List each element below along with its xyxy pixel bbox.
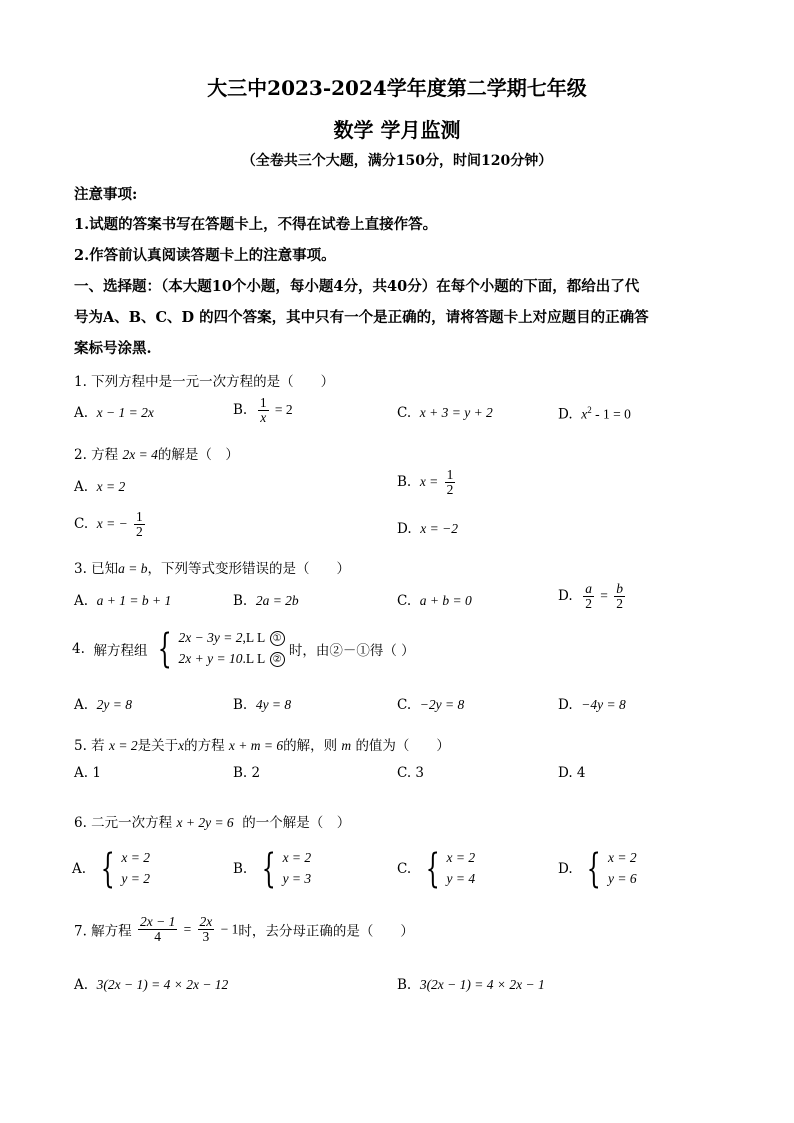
question-2-option-c: C. x = − $\frac{1}{2}$: [74, 509, 143, 540]
question-6-option-c: C. { x = 2 y = 4: [397, 845, 476, 892]
question-3-option-c: C. a + b = 0: [397, 593, 472, 609]
section1-line1: 一、选择题：（本大题10个小题，每小题4分，共40分）在每个小题的下面，都给出了代: [74, 278, 640, 295]
question-5-option-c: C. 3: [397, 765, 425, 781]
question-5-option-b: B. 2: [233, 765, 261, 781]
question-4-stem: 4. 解方程组 { 2x − 3y = 2,L L ① 2x + y = 10.L L ② 时，由②－①得（ ）: [72, 625, 415, 672]
question-4-option-c: C. −2y = 8: [397, 697, 465, 713]
question-2-option-d: D. x = −2: [397, 521, 458, 537]
question-4-option-d: D. −4y = 8: [558, 697, 626, 713]
question-2-option-b: B. x = $\frac{1}{2}$: [397, 467, 454, 498]
question-6-option-d: D. { x = 2 y = 6: [558, 845, 637, 892]
question-6-option-b: B. { x = 2 y = 3: [233, 845, 312, 892]
question-1-option-b: B. $\frac{1}{x}$ = 2: [233, 395, 293, 426]
question-6-option-a: A. { x = 2 y = 2: [72, 845, 150, 892]
question-5-option-d: D. 4: [558, 765, 586, 781]
question-7-option-b: B. 3(2x − 1) = 4 × 2x − 1: [397, 977, 545, 993]
question-5-option-a: A. 1: [74, 765, 101, 781]
section1-line3: 案标号涂黑.: [74, 340, 152, 357]
question-5-stem: 5. 若 x = 2是关于x的方程 x + m = 6的解，则 m 的值为（ ）: [74, 738, 450, 754]
question-3-option-a: A. a + 1 = b + 1: [74, 593, 172, 609]
question-6-stem: 6. 二元一次方程 x + 2y = 6 的一个解是（ ）: [74, 815, 351, 831]
question-1-stem: 1. 下列方程中是一元一次方程的是（ ）: [74, 374, 335, 390]
question-1-option-c: C. x + 3 = y + 2: [397, 405, 493, 421]
note-item-2: 2.作答前认真阅读答题卡上的注意事项。: [74, 247, 336, 264]
question-2-option-a: A. x = 2: [74, 479, 126, 495]
section1-line2: 号为A、B、C、D 的四个答案，其中只有一个是正确的，请将答题卡上对应题目的正确答: [74, 309, 649, 326]
question-4-option-a: A. 2y = 8: [74, 697, 132, 713]
question-2-stem: 2. 方程 2x = 4的解是（ ）: [74, 447, 239, 463]
question-3-option-b: B. 2a = 2b: [233, 593, 299, 609]
question-1-option-d: D. $x^2 - 1 = 0$: [558, 405, 631, 423]
exam-info: （全卷共三个大题，满分150分，时间120分钟）: [241, 153, 553, 169]
notes-heading: 注意事项:: [74, 186, 138, 203]
question-4-option-b: B. 4y = 8: [233, 697, 292, 713]
question-7-stem: 7. 解方程 $\frac{2x - 1}{4}$ = $\frac{2x}{3}$ − 1时，去分母正确的是（ ）: [74, 914, 414, 945]
exam-title: 大三中2023-2024学年度第二学期七年级: [207, 76, 587, 100]
question-3-option-d: D. $\frac{a}{2}$ = $\frac{b}{2}$: [558, 581, 623, 612]
question-1-option-a: A. x − 1 = 2x: [74, 405, 154, 421]
exam-subtitle: 数学 学月监测: [333, 118, 461, 142]
question-7-option-a: A. 3(2x − 1) = 4 × 2x − 12: [74, 977, 229, 993]
question-3-stem: 3. 已知a = b，下列等式变形错误的是（ ）: [74, 561, 351, 577]
note-item-1: 1.试题的答案书写在答题卡上，不得在试卷上直接作答。: [74, 216, 438, 233]
